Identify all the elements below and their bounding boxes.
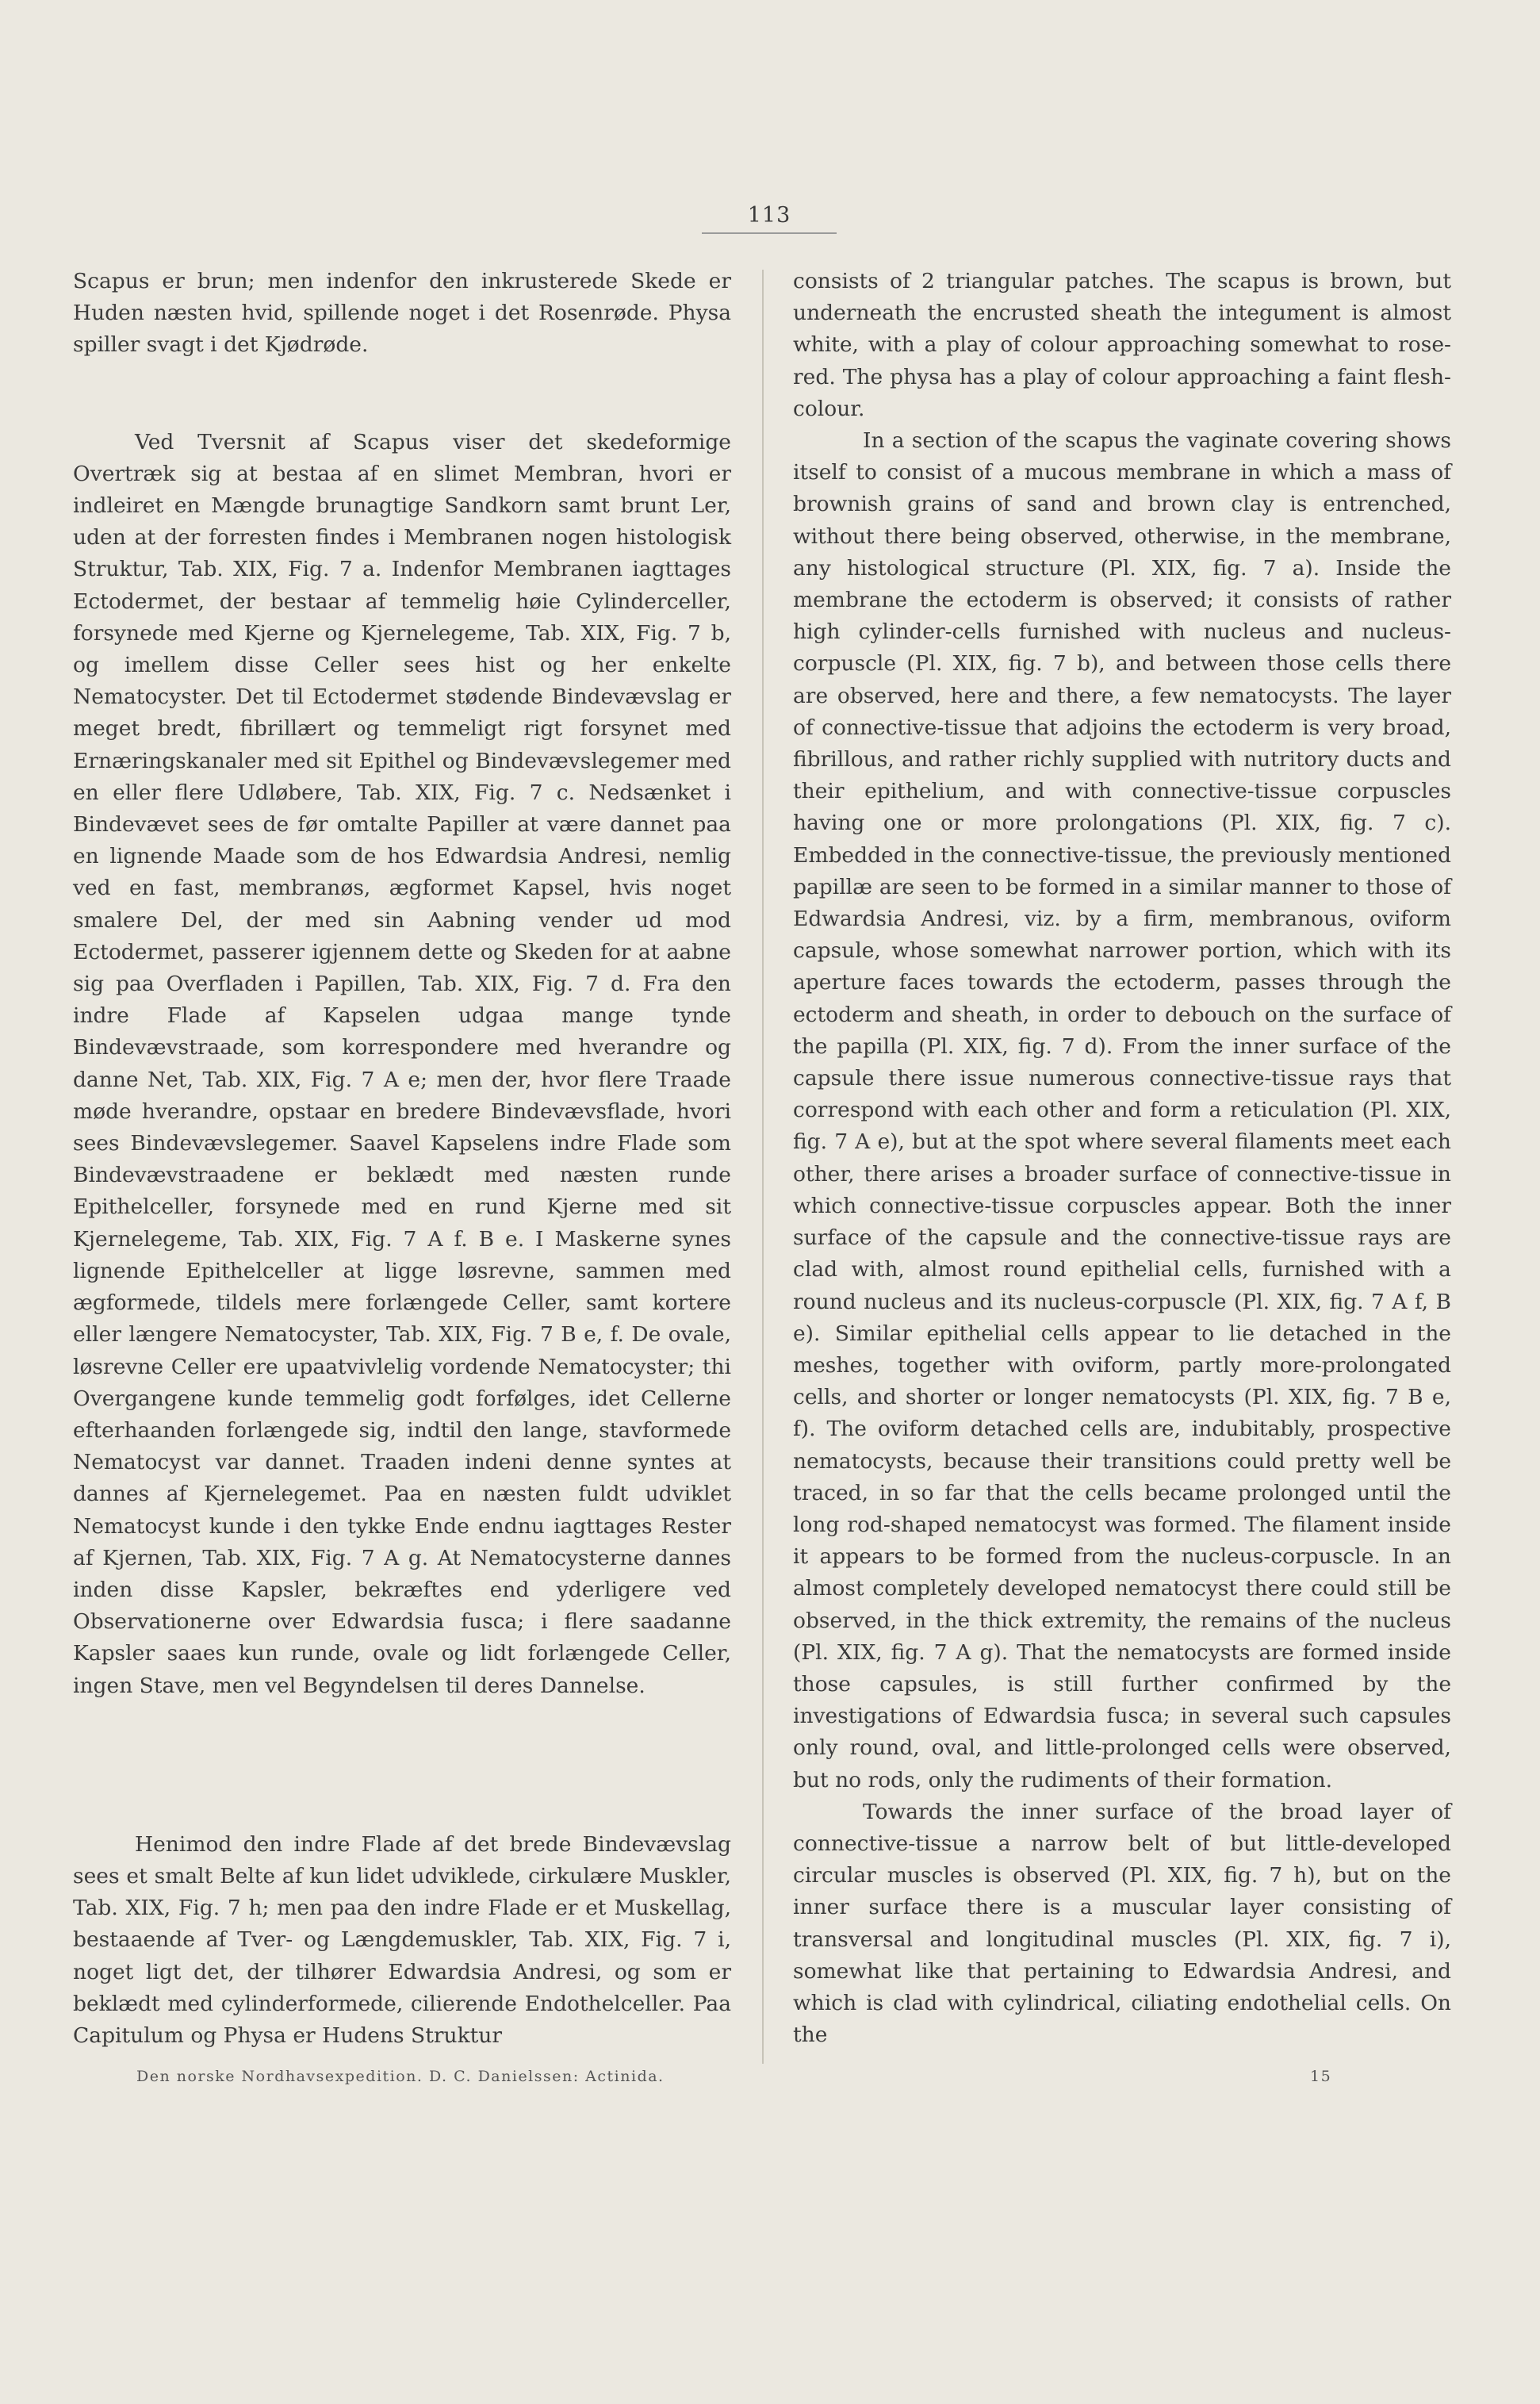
- footer-signature-mark: 15: [1310, 2068, 1332, 2085]
- footer-citation: Den norske Nordhavsexpedition. D. C. Danielssen: Actinida.: [136, 2068, 665, 2085]
- right-paragraph-2: In a section of the scapus the vaginate covering shows itself to consist of a mucous membrane in which a mass of brownish grains of sand and brown clay is entrenched, without there being observed, otherwise, in the membrane, any histological structure (Pl. XIX, fig. 7 a). Inside the membrane the ectoderm is observed; it consists of rather high cylinder-cells furnished with nucleus and nucleus-corpuscle (Pl. XIX, fig. 7 b), and between those cells there are observed, here and there, a few nematocysts. The layer of connective-tissue that adjoins the ectoderm is very broad, fibrillous, and rather richly supplied with nutritory ducts and their epithelium, and with connective-tissue corpuscles having one or more prolongations (Pl. XIX, fig. 7 c). Embedded in the connective-tissue, the previously mentioned papillæ are seen to be formed in a similar manner to those of Edwardsia Andresi, viz. by a firm, membranous, oviform capsule, whose somewhat narrower portion, which with its aperture faces towards the ectoderm, passes through the ectoderm and sheath, in order to debouch on the surface of the papilla (Pl. XIX, fig. 7 d). From the inner surface of the capsule there issue numerous connective-tissue rays that correspond with each other and form a reticulation (Pl. XIX, fig. 7 A e), but at the spot where several filaments meet each other, there arises a broader surface of connective-tissue in which connective-tissue corpuscles appear. Both the inner surface of the capsule and the connective-tissue rays are clad with, almost round epithelial cells, furnished with a round nucleus and its nucleus-corpuscle (Pl. XIX, fig. 7 A f, B e). Similar epithelial cells appear to lie detached in the meshes, together with oviform, partly more-prolongated cells, and shorter or longer nematocysts (Pl. XIX, fig. 7 B e, f). The oviform detached cells are, indubitably, prospective nematocysts, because their transitions could pretty well be traced, in so far that the cells became prolonged until the long rod-shaped nematocyst was formed. The filament inside it appears to be formed from the nucleus-corpuscle. In an almost completely developed nematocyst there could still be observed, in the thick extremity, the remains of the nucleus (Pl. XIX, fig. 7 A g). That the nematocysts are formed inside those capsules, is still further confirmed by the investigations of Edwardsia fusca; in several such capsules only round, oval, and little-prolonged cells were observed, but no rods, only the rudiments of their formation.: [793, 428, 1451, 1792]
- header-rule: [702, 232, 837, 234]
- left-paragraph-1: Scapus er brun; men indenfor den inkrusterede Skede er Huden næsten hvid, spillende noget i det Rosenrøde. Physa spiller svagt i det Kjødrøde.: [73, 269, 731, 358]
- left-column: [73, 266, 731, 2052]
- paragraph-gap: [73, 1702, 731, 1829]
- column-divider: [762, 270, 764, 2064]
- right-paragraph-1: consists of 2 triangular patches. The scapus is brown, but underneath the encrusted sheath the integument is almost white, with a play of colour approaching somewhat to rose-red. The physa has a play of colour approaching a faint flesh-colour.: [793, 269, 1451, 421]
- right-column: [793, 266, 1451, 2051]
- left-paragraph-3: Henimod den indre Flade af det brede Bindevævslag sees et smalt Belte af kun lidet udviklede, cirkulære Muskler, Tab. XIX, Fig. 7 h; men paa den indre Flade er et Muskellag, bestaaende af Tver- og Længdemuskler, Tab. XIX, Fig. 7 i, noget ligt det, der tilhører Edwardsia Andresi, og som er beklædt med cylinderformede, cilierende Endothelceller. Paa Capitulum og Physa er Hudens Struktur: [73, 1831, 731, 2048]
- paragraph-gap: [73, 362, 731, 427]
- left-paragraph-2: Ved Tversnit af Scapus viser det skedeformige Overtræk sig at bestaa af en slimet Membran, hvori er indleiret en Mængde brunagtige Sandkorn samt brunt Ler, uden at der forresten findes i Membranen nogen histologisk Struktur, Tab. XIX, Fig. 7 a. Indenfor Membranen iagttages Ectodermet, der bestaar af temmelig høie Cylinderceller, forsynede med Kjerne og Kjernelegeme, Tab. XIX, Fig. 7 b, og imellem disse Celler sees hist og her enkelte Nematocyster. Det til Ectodermet stødende Bindevævslag er meget bredt, fibrillært og temmeligt rigt forsynet med Ernæringskanaler med sit Epithel og Bindevævslegemer med en eller flere Udløbere, Tab. XIX, Fig. 7 c. Nedsænket i Bindevævet sees de før omtalte Papiller at være dannet paa en lignende Maade som de hos Edwardsia Andresi, nemlig ved en fast, membranøs, ægformet Kapsel, hvis noget smalere Del, der med sin Aabning vender ud mod Ectodermet, passerer igjennem dette og Skeden for at aabne sig paa Overfladen i Papillen, Tab. XIX, Fig. 7 d. Fra den indre Flade af Kapselen udgaa mange tynde Bindevævstraade, som korrespondere med hverandre og danne Net, Tab. XIX, Fig. 7 A e; men der, hvor flere Traade møde hverandre, opstaar en bredere Bindevævsflade, hvori sees Bindevævslegemer. Saavel Kapselens indre Flade som Bindevævstraadene er beklædt med næsten runde Epithelceller, forsynede med en rund Kjerne med sit Kjernelegeme, Tab. XIX, Fig. 7 A f. B e. I Maskerne synes lignende Epithelceller at ligge løsrevne, sammen med ægformede, tildels mere forlængede Celler, samt kortere eller længere Nematocyster, Tab. XIX, Fig. 7 B e, f. De ovale, løsrevne Celler ere upaatvivlelig vordende Nematocyster; thi Overgangene kunde temmelig godt forfølges, idet Cellerne efterhaanden forlængede sig, indtil den lange, stavformede Nematocyst var dannet. Traaden indeni denne syntes at dannes af Kjernelegemet. Paa en næsten fuldt udviklet Nematocyst kunde i den tykke Ende endnu iagttages Rester af Kjernen, Tab. XIX, Fig. 7 A g. At Nematocysterne dannes inden disse Kapsler, bekræftes end yderligere ved Observationerne over Edwardsia fusca; i flere saadanne Kapsler saaes kun runde, ovale og lidt forlængede Celler, ingen Stave, men vel Begyndelsen til deres Dannelse.: [73, 429, 731, 1698]
- page-number: 113: [747, 203, 791, 228]
- right-paragraph-3: Towards the inner surface of the broad layer of connective-tissue a narrow belt of but little-developed circular muscles is observed (Pl. XIX, fig. 7 h), but on the inner surface there is a muscular layer consisting of transversal and longitudinal muscles (Pl. XIX, fig. 7 i), somewhat like that pertaining to Edwardsia Andresi, and which is clad with cylindrical, ciliating endothelial cells. On the: [793, 1799, 1451, 2048]
